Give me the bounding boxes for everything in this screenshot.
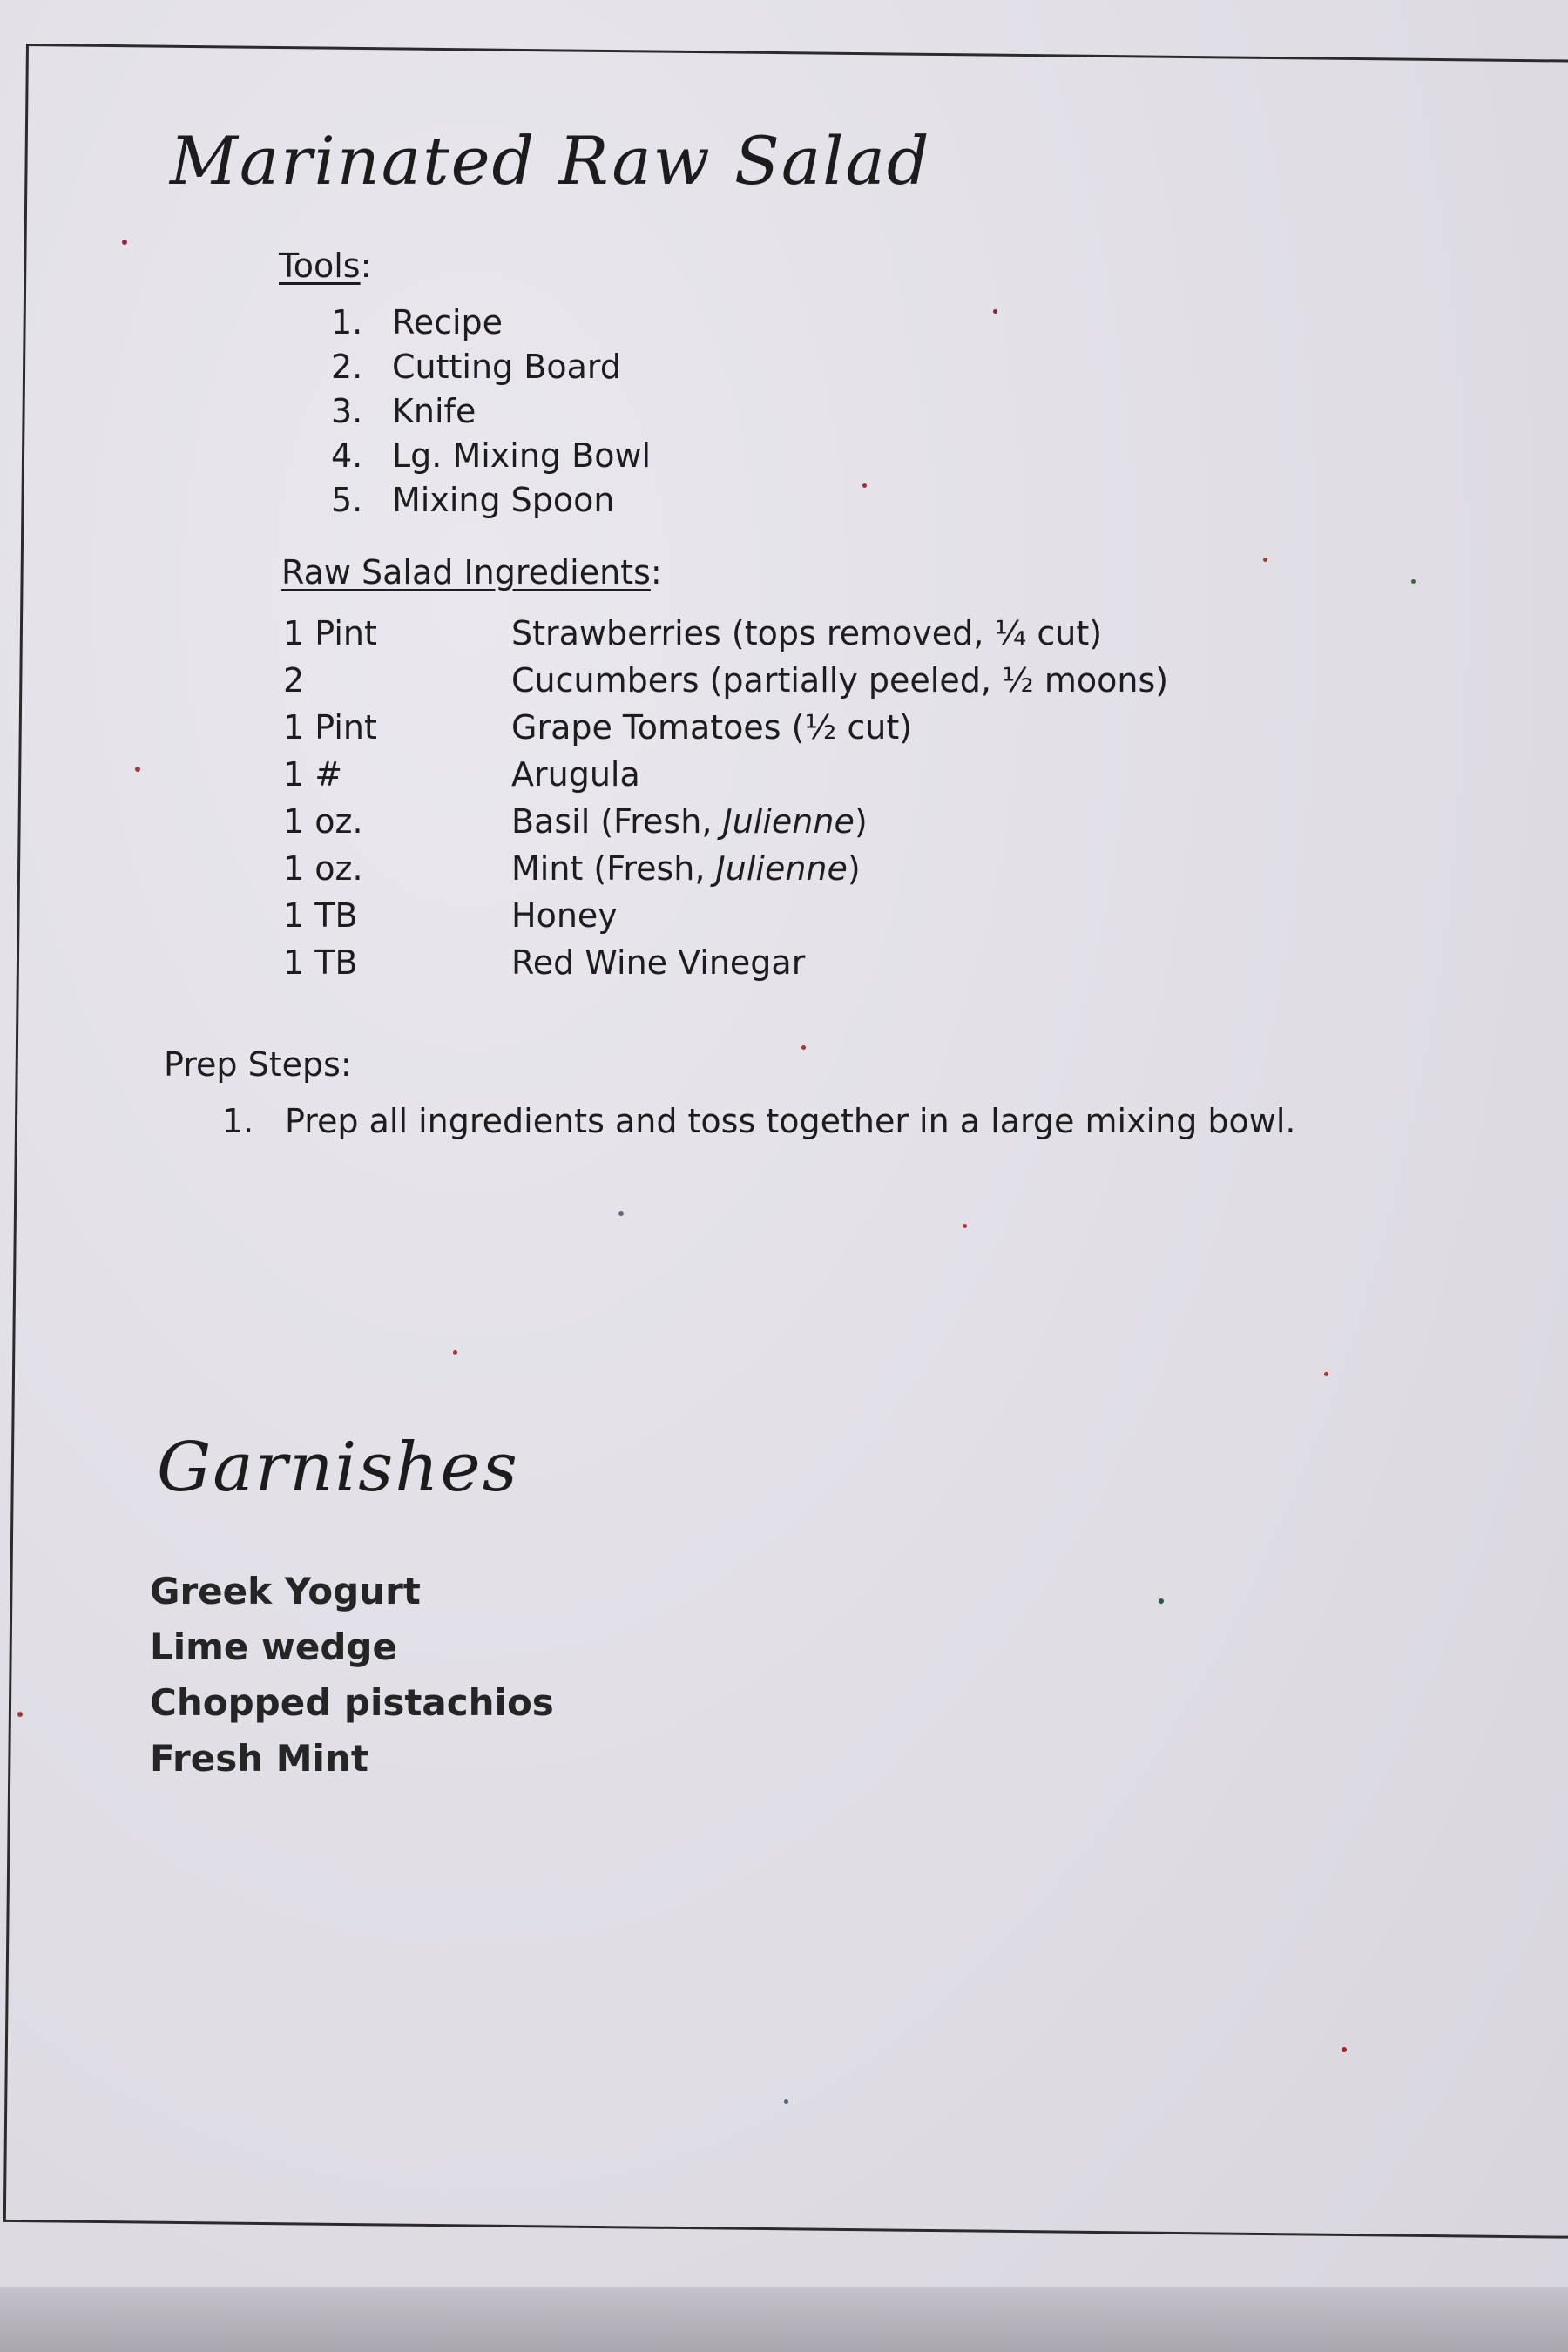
ingredient-quantity: 1 Pint [283,708,377,747]
paper-speck [1263,558,1267,562]
ingredient-quantity: 1 # [283,755,343,794]
ingredient-name: Basil (Fresh, Julienne) [511,802,868,841]
ingredient-name: Honey [511,896,618,935]
paper-speck [993,309,997,314]
list-item: Fresh Mint [150,1737,368,1780]
ingredient-name: Cucumbers (partially peeled, ½ moons) [511,661,1169,700]
ingredient-quantity: 1 oz. [283,802,363,841]
ingredient-quantity: 1 TB [283,943,358,982]
list-number: 5. [331,481,363,519]
table-surface [0,2287,1568,2352]
ingredient-quantity: 1 Pint [283,614,377,652]
ingredient-name: Grape Tomatoes (½ cut) [511,708,913,747]
ingredients-heading: Raw Salad Ingredients: [281,553,662,591]
ingredient-name: Mint (Fresh, Julienne) [511,849,861,888]
paper-speck [1411,579,1416,584]
list-number: 1. [222,1102,254,1140]
list-number: 3. [331,392,363,430]
table-row [283,892,1328,939]
paper-speck [862,483,867,488]
ingredient-name: Strawberries (tops removed, ¼ cut) [511,614,1103,652]
list-item [331,434,651,478]
paper-speck [453,1350,457,1355]
table-row [283,610,1328,657]
paper-speck [784,2099,788,2104]
paper-speck [122,240,127,245]
list-item [331,301,651,345]
paper-speck [1324,1372,1328,1376]
table-row [283,704,1328,751]
table-row [283,751,1328,798]
paper-speck [1342,2047,1347,2052]
list-number: 2. [331,348,363,386]
ingredient-quantity: 2 [283,661,305,700]
list-item [331,389,651,434]
prep-steps-list [222,1102,1296,1140]
paper-speck [618,1211,624,1216]
table-row [283,845,1328,892]
list-number: 4. [331,436,363,475]
tools-heading: Tools: [279,247,372,285]
list-item: Chopped pistachios [150,1681,554,1724]
page-border [3,44,1568,2239]
tool-label: Lg. Mixing Bowl [392,436,652,475]
list-item [222,1102,1296,1140]
ingredient-name: Arugula [511,755,640,794]
paper-speck [1159,1598,1164,1604]
list-number: 1. [331,303,363,341]
tool-label: Knife [392,392,476,430]
paper-speck [801,1045,806,1050]
list-item [331,478,651,523]
table-row [283,657,1328,704]
list-item: Greek Yogurt [150,1570,421,1612]
paper-speck [135,767,140,772]
list-item: Lime wedge [150,1625,397,1668]
tool-label: Mixing Spoon [392,481,615,519]
tool-label: Recipe [392,303,504,341]
tools-heading-text: Tools [279,247,361,285]
garnishes-list [150,1564,554,1787]
paper-speck [17,1712,23,1717]
tool-label: Cutting Board [392,348,621,386]
prep-steps-heading: Prep Steps: [164,1045,352,1084]
paper-speck [963,1224,967,1228]
ingredients-table [283,610,1328,986]
ingredient-quantity: 1 oz. [283,849,363,888]
ingredient-quantity: 1 TB [283,896,358,935]
recipe-title: Marinated Raw Salad [170,122,931,199]
table-row [283,939,1328,986]
ingredients-heading-text: Raw Salad Ingredients [281,553,651,591]
prep-step-text: Prep all ingredients and toss together in a large mixing bowl. [285,1102,1296,1140]
list-item [331,345,651,389]
ingredient-name: Red Wine Vinegar [511,943,806,982]
garnishes-title: Garnishes [157,1429,519,1507]
table-row [283,798,1328,845]
tools-list [331,301,651,523]
